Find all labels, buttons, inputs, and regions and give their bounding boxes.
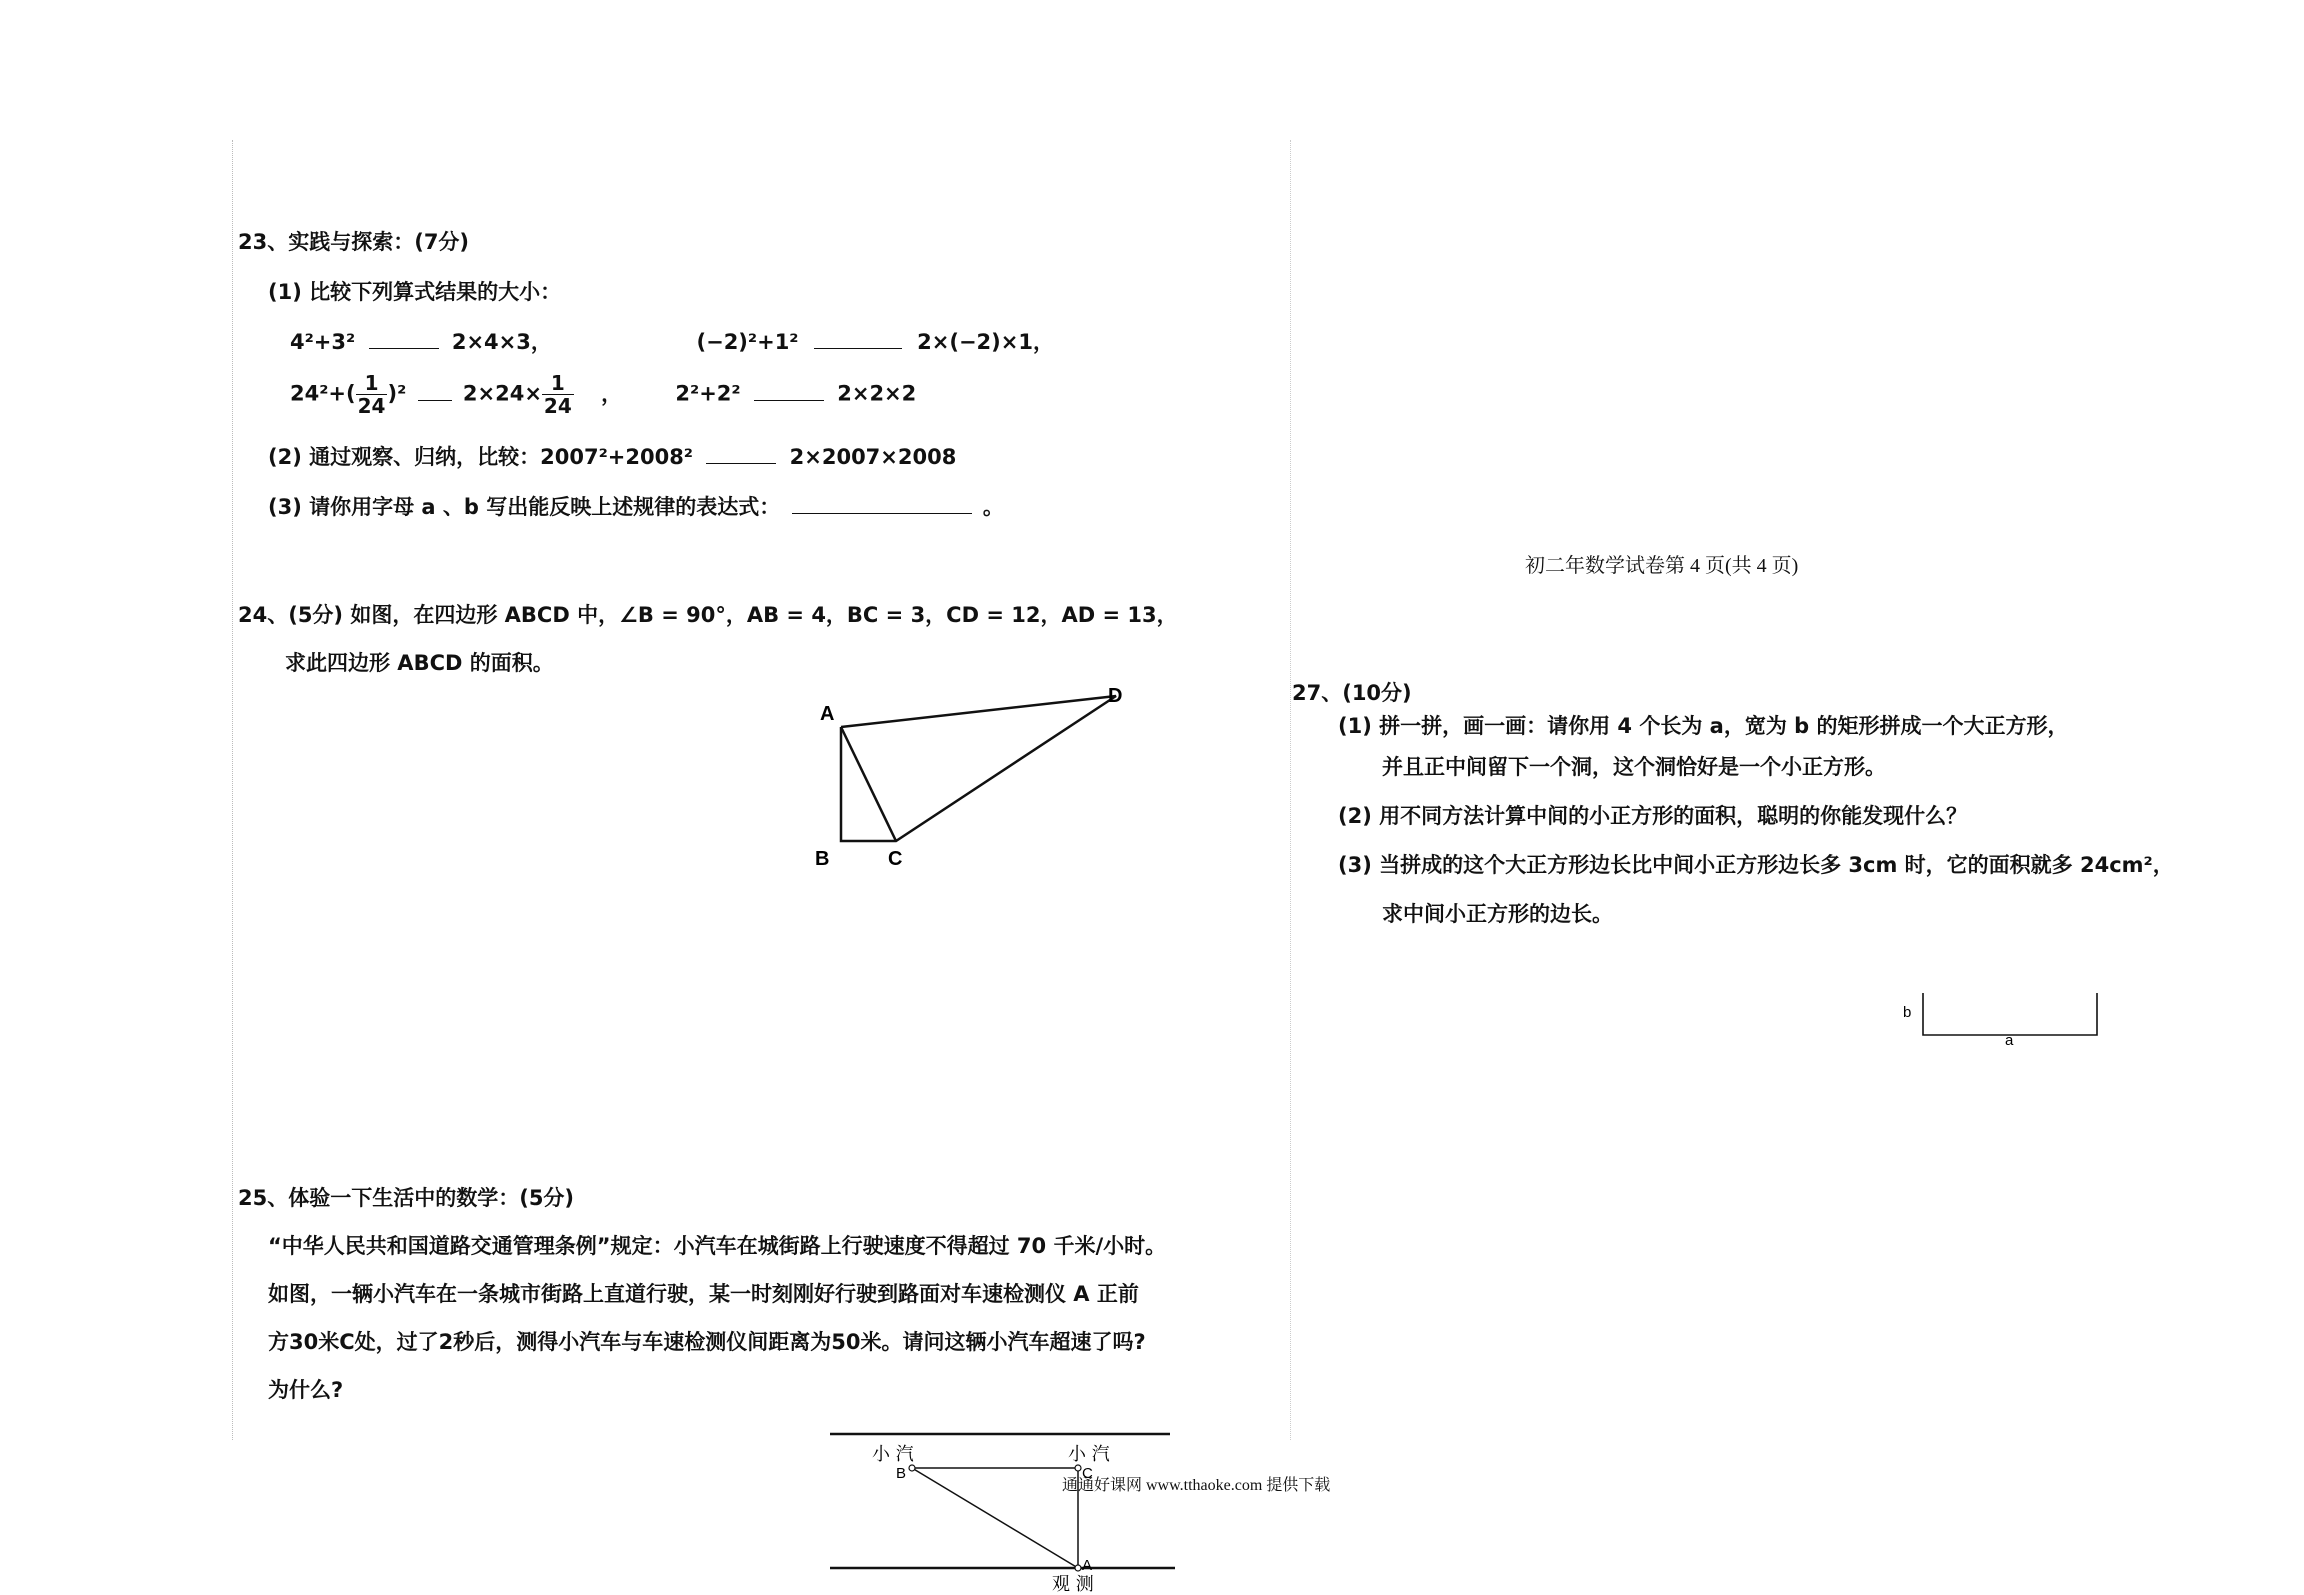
page-footer: 初二年数学试卷第 4 页(共 4 页): [1525, 555, 1799, 577]
rectangle-figure: [1895, 985, 2115, 1045]
q23-part3: (3) 请你用字母 a 、b 写出能反映上述规律的表达式： 。: [268, 495, 1004, 519]
fig-side-a: a: [2005, 1032, 2014, 1045]
expr2-left: (−2)²+1²: [696, 330, 799, 354]
q25-line4: 为什么?: [268, 1378, 344, 1402]
expr3-left: 24²+(: [290, 381, 356, 406]
label-A: A: [820, 703, 835, 725]
q24-line2: 求此四边形 ABCD 的面积。: [285, 651, 554, 675]
q27-title: 27、(10分): [1292, 681, 1412, 705]
expr3-square: )²: [387, 381, 407, 406]
q23-part2: (2) 通过观察、归纳，比较：2007²+2008² 2×2007×2008: [268, 445, 957, 469]
fig-car-label-2: 小 汽: [1068, 1444, 1110, 1465]
q25-title: 25、体验一下生活中的数学：(5分): [238, 1186, 575, 1210]
q23-title: 23、实践与探索：(7分): [238, 230, 470, 254]
label-C: C: [888, 848, 903, 870]
q27-part1b: 并且正中间留下一个洞，这个洞恰好是一个小正方形。: [1382, 755, 1886, 779]
answer-blank-6[interactable]: [792, 495, 972, 514]
fig-label-C: C: [1082, 1465, 1093, 1482]
expr3-right: 2×24×: [462, 381, 542, 406]
fig-label-A: A: [1082, 1557, 1093, 1574]
answer-blank-2[interactable]: [814, 330, 902, 349]
fig-observer-label: 观 测: [1052, 1574, 1094, 1595]
q27-part1a: (1) 拼一拼，画一画：请你用 4 个长为 a，宽为 b 的矩形拼成一个大正方形，: [1338, 714, 2069, 738]
expr2-right: 2×(−2)×1，: [917, 330, 1054, 354]
expr1-left: 4²+3²: [290, 330, 356, 354]
fig-label-B: B: [896, 1465, 907, 1482]
label-B: B: [815, 848, 830, 870]
q24-title: 24、(5分) 如图，在四边形 ABCD 中，∠B = 90°，AB = 4，BC = 3，CD = 12，AD = 13，: [238, 603, 1178, 627]
center-margin-dots: [1290, 140, 1291, 1440]
q25-line1: “中华人民共和国道路交通管理条例”规定：小汽车在城街路上行驶速度不得超过 70 千米/小时。: [268, 1234, 1167, 1258]
fig-car-label-1: 小 汽: [872, 1444, 914, 1465]
q23-expr-row2: [290, 372, 916, 417]
q27-part3a: (3) 当拼成的这个大正方形边长比中间小正方形边长多 3cm 时，它的面积就多 24cm²，: [1338, 853, 2174, 877]
answer-blank-1[interactable]: [369, 330, 439, 349]
q27-part2: (2) 用不同方法计算中间的小正方形的面积，聪明的你能发现什么？: [1338, 804, 1968, 828]
fig-side-b: b: [1903, 1004, 1912, 1021]
q25-line2: 如图，一辆小汽车在一条城市街路上直道行驶，某一时刻刚好行驶到路面对车速检测仪 A 正前: [268, 1282, 1139, 1306]
fraction-1-over-24: $\frac{1}{24}$: [357, 371, 386, 418]
expr3-sep: ，: [601, 381, 623, 406]
label-D: D: [1108, 685, 1123, 707]
answer-blank-3[interactable]: [418, 382, 452, 401]
watermark: 通通好课网 www.tthaoke.com 提供下载: [1062, 1477, 1331, 1494]
expr4-left: 2²+2²: [675, 381, 741, 406]
speed-detector-figure: [820, 1420, 1200, 1595]
expr4-right: 2×2×2: [837, 381, 917, 406]
q27-part3b: 求中间小正方形的边长。: [1382, 902, 1613, 926]
expr1-right: 2×4×3，: [451, 330, 552, 354]
q23-expr-row1: [290, 330, 1054, 353]
fraction-1-over-24-b: $\frac{1}{24}$: [543, 371, 572, 418]
q23-part1: (1) 比较下列算式结果的大小：: [268, 280, 562, 304]
answer-blank-5[interactable]: [706, 445, 776, 464]
left-margin-dots: [232, 140, 233, 1440]
answer-blank-4[interactable]: [754, 382, 824, 401]
q25-line3: 方30米C处，过了2秒后，测得小汽车与车速检测仪间距离为50米。请问这辆小汽车超速了吗?: [268, 1330, 1146, 1354]
quadrilateral-figure: [800, 680, 1160, 880]
